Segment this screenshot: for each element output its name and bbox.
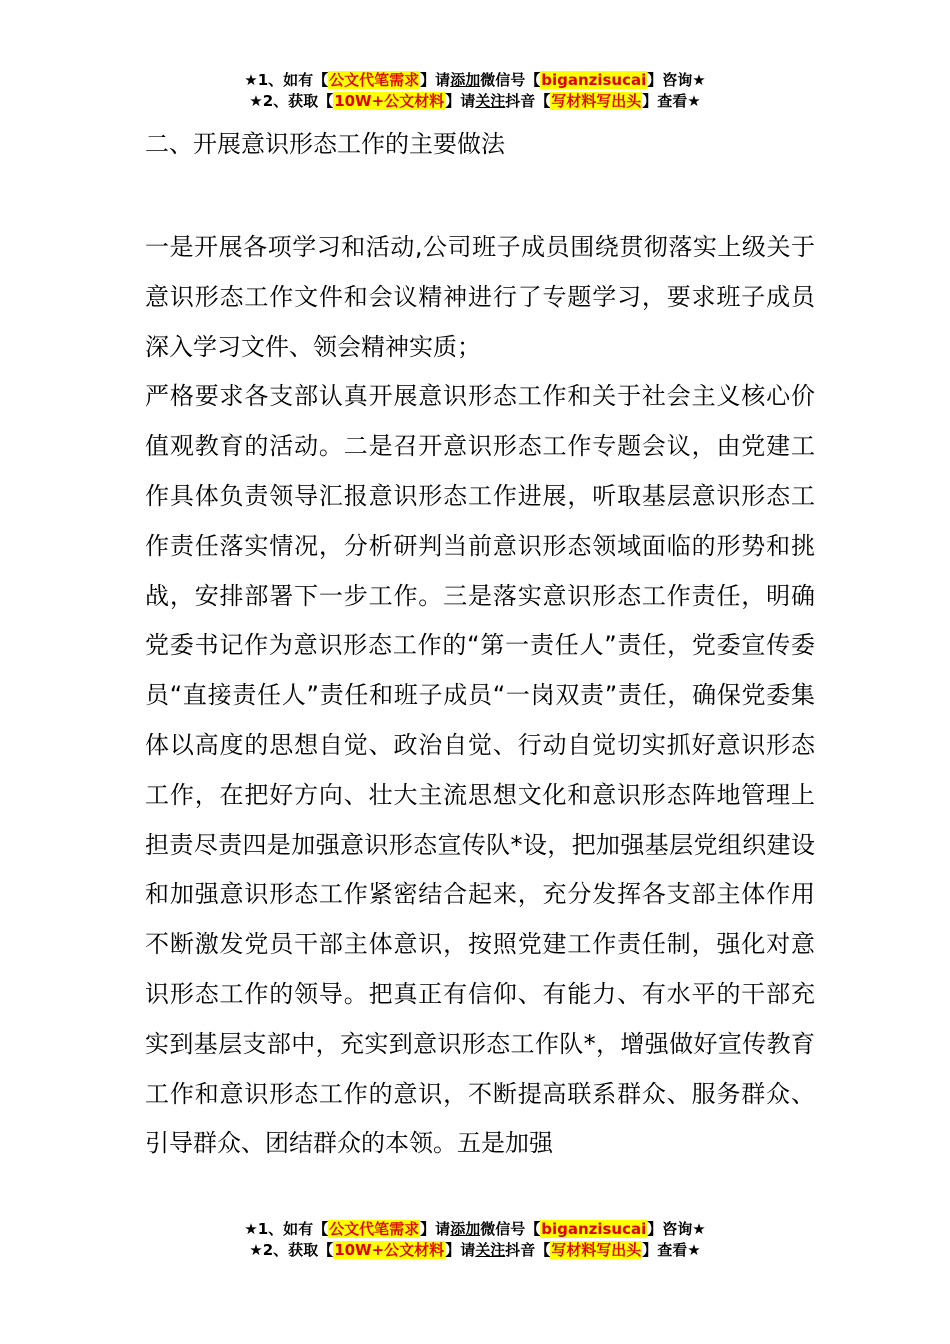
- banner-underlined-text: 添加: [450, 71, 481, 89]
- document-body: [145, 223, 815, 1169]
- banner-text: 抖音【: [505, 1241, 551, 1259]
- banner-text: ★2、获取【: [249, 92, 334, 110]
- banner-highlight: 写材料写出头: [551, 92, 642, 110]
- banner-text: 微信号【: [480, 71, 541, 89]
- banner-underlined-text: 关注: [475, 1241, 506, 1259]
- banner-underlined-text: 关注: [475, 92, 506, 110]
- banner-text: 】咨询★: [647, 1220, 706, 1238]
- section-heading: 二、开展意识形态工作的主要做法: [145, 130, 505, 158]
- banner-text: 】请: [445, 92, 476, 110]
- paragraph-2: 严格要求各支部认真开展意识形态工作和关于社会主义核心价值观教育的活动。二是召开意识形态工作专题会议，由党建工作具体负责领导汇报意识形态工作进展，听取基层意识形态工作责任落实情况，分析研判当前意识形态领域面临的形势和挑战，安排部署下一步工作。三是落实意识形态工作责任，明确党委书记作为意识形态工作的“第一责任人”责任，党委宣传委员“直接责任人”责任和班子成员“一岗双责”责任，确保党委集体以高度的思想自觉、政治自觉、行动自觉切实抓好意识形态工作，在把好方向、壮大主流思想文化和意识形态阵地管理上担责尽责四是加强意识形态宣传队*设，把加强基层党组织建设和加强意识形态工作紧密结合起来，充分发挥各支部主体作用不断激发党员干部主体意识，按照党建工作责任制，强化对意识形态工作的领导。把真正有信仰、有能力、有水平的干部充实到基层支部中，充实到意识形态工作队*，增强做好宣传教育工作和意识形态工作的意识，不断提高联系群众、服务群众、引导群众、团结群众的本领。五是加强: [145, 382, 815, 1158]
- banner-line-2: [0, 91, 950, 112]
- banner-highlight: 公文代笔需求: [329, 1220, 420, 1238]
- banner-text: 微信号【: [480, 1220, 541, 1238]
- banner-text: 】查看★: [642, 1241, 701, 1259]
- banner-text: ★1、如有【: [244, 71, 329, 89]
- banner-text: 】查看★: [642, 92, 701, 110]
- banner-highlight: 写材料写出头: [551, 1241, 642, 1259]
- banner-text: 】请: [420, 71, 451, 89]
- banner-underlined-text: 添加: [450, 1220, 481, 1238]
- paragraph-1: 一是开展各项学习和活动,公司班子成员围绕贯彻落实上级关于意识形态工作文件和会议精神进行了专题学习，要求班子成员深入学习文件、领会精神实质；: [145, 233, 815, 361]
- banner-text: 】咨询★: [647, 71, 706, 89]
- banner-highlight: biganzisucai: [541, 71, 647, 89]
- banner-text: 抖音【: [505, 92, 551, 110]
- banner-text: ★1、如有【: [244, 1220, 329, 1238]
- banner-highlight: 10W+公文材料: [334, 92, 445, 110]
- header-banner: [0, 70, 950, 112]
- banner-text: 】请: [420, 1220, 451, 1238]
- banner-highlight: 10W+公文材料: [334, 1241, 445, 1259]
- footer-banner: [0, 1219, 950, 1261]
- banner-line-2: [0, 1240, 950, 1261]
- banner-highlight: biganzisucai: [541, 1220, 647, 1238]
- banner-line-1: [0, 1219, 950, 1240]
- banner-text: 】请: [445, 1241, 476, 1259]
- banner-text: ★2、获取【: [249, 1241, 334, 1259]
- banner-line-1: [0, 70, 950, 91]
- banner-highlight: 公文代笔需求: [329, 71, 420, 89]
